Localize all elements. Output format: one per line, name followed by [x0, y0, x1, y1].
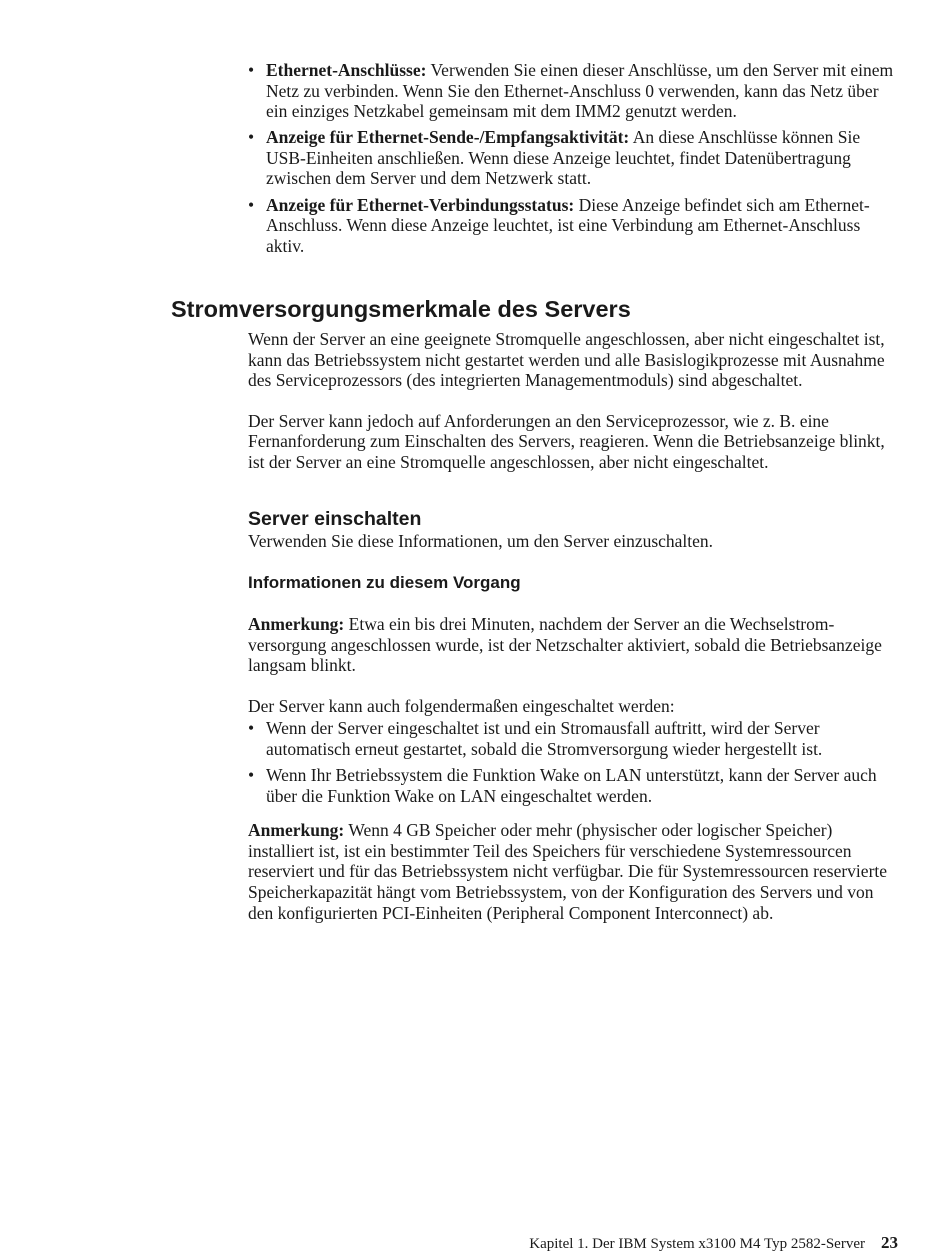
list-item — [248, 718, 898, 759]
bullet-text: Wenn der Server eingeschaltet ist und ein Stromausfall auftritt, wird der Server automatisch erneut gestartet, sobald die Stromversorgung wieder hergestellt ist. — [266, 718, 823, 759]
note-text: Etwa ein bis drei Minuten, nachdem der Server an die Wechselstromversorgung angeschlossen wurde, ist der Netzschalter aktiviert, sobald die Betriebsanzeige langsam blinkt. — [248, 614, 882, 676]
paragraph: Der Server kann jedoch auf Anforderungen an den Serviceprozessor, wie z. B. eine Fernanforderung zum Einschalten des Servers, reagieren. Wenn die Betriebsanzeige blinkt, ist der Server an eine Stromquelle angeschlossen, aber nicht eingeschaltet. — [248, 410, 885, 472]
note-paragraph — [248, 614, 898, 676]
list-item — [248, 127, 898, 189]
page-footer — [529, 1233, 898, 1253]
power-on-bullet-list — [248, 718, 898, 806]
bullet-icon: • — [248, 718, 255, 739]
bullet-icon: • — [248, 127, 255, 148]
paragraph: Der Server kann auch folgendermaßen eingeschaltet werden: — [248, 695, 675, 716]
subsection — [248, 507, 898, 552]
list-item — [248, 195, 898, 257]
ethernet-bullet-list — [248, 60, 898, 262]
list-item — [248, 60, 898, 122]
section-heading: Stromversorgungsmerkmale des Servers — [171, 296, 631, 322]
page-number: 23 — [881, 1233, 898, 1252]
bullet-text: Wenn Ihr Betriebssystem die Funktion Wake on LAN unterstützt, kann der Server auch über die Funktion Wake on LAN eingeschaltet werden. — [266, 765, 877, 806]
note-paragraph — [248, 820, 898, 923]
section-body — [248, 329, 898, 473]
info-block — [248, 572, 898, 923]
bullet-icon: • — [248, 765, 255, 786]
bullet-icon: • — [248, 194, 255, 215]
note-text: Wenn 4 GB Speicher oder mehr (physischer oder logischer Speicher) installiert ist, ist ein bestimmter Teil des Speichers für verschiedene Systemressourcen reserviert und für das Betriebssystem nicht verfügbar. Die für Systemressourcen reservierte Speicherkapazität hängt vom Betriebssystem, von der Konfiguration des Servers und von den konfigurierten PCI-Einheiten (Peripheral Component Interconnect) ab. — [248, 820, 888, 923]
bullet-text: Diese Anzeige befindet sich am Ethernet-Anschluss. Wenn diese Anzeige leuchtet, ist eine Verbindung am Ethernet-Anschluss aktiv. — [266, 194, 870, 256]
bullet-icon: • — [248, 60, 255, 80]
list-item — [248, 765, 898, 806]
bullet-term: Anzeige für Ethernet-Sende-/Empfangsaktivität: — [266, 127, 630, 148]
bullet-text: An diese Anschlüsse können Sie USB-Einheiten anschließen. Wenn diese Anzeige leuchtet, findet Datenübertragung zwischen dem Server und dem Netzwerk statt. — [266, 127, 861, 189]
info-heading: Informationen zu diesem Vorgang — [248, 573, 521, 592]
note-label: Anmerkung: — [248, 820, 345, 841]
bullet-term: Anzeige für Ethernet-Verbindungsstatus: — [266, 194, 575, 215]
paragraph: Verwenden Sie diese Informationen, um den Server einzuschalten. — [248, 531, 714, 551]
bullet-term: Ethernet-Anschlüsse: — [266, 60, 427, 80]
bullet-text: Verwenden Sie einen dieser Anschlüsse, um den Server mit einem Netz zu verbinden. Wenn Sie den Ethernet-Anschluss 0 verwenden, kann das Netz über ein einziges Netzkabel gemeinsam mit dem IMM2 genutzt werden. — [266, 60, 894, 122]
paragraph: Wenn der Server an eine geeignete Stromquelle angeschlossen, aber nicht eingeschaltet ist, kann das Betriebssystem nicht gestartet werden und alle Basislogikprozesse mit Ausnahme des Serviceprozessors (des integrierten Managementmoduls) sind abgeschaltet. — [248, 329, 885, 391]
note-label: Anmerkung: — [248, 614, 345, 634]
footer-chapter: Kapitel 1. Der IBM System x3100 M4 Typ 2582-Server — [529, 1236, 865, 1252]
subsection-heading: Server einschalten — [248, 508, 422, 530]
